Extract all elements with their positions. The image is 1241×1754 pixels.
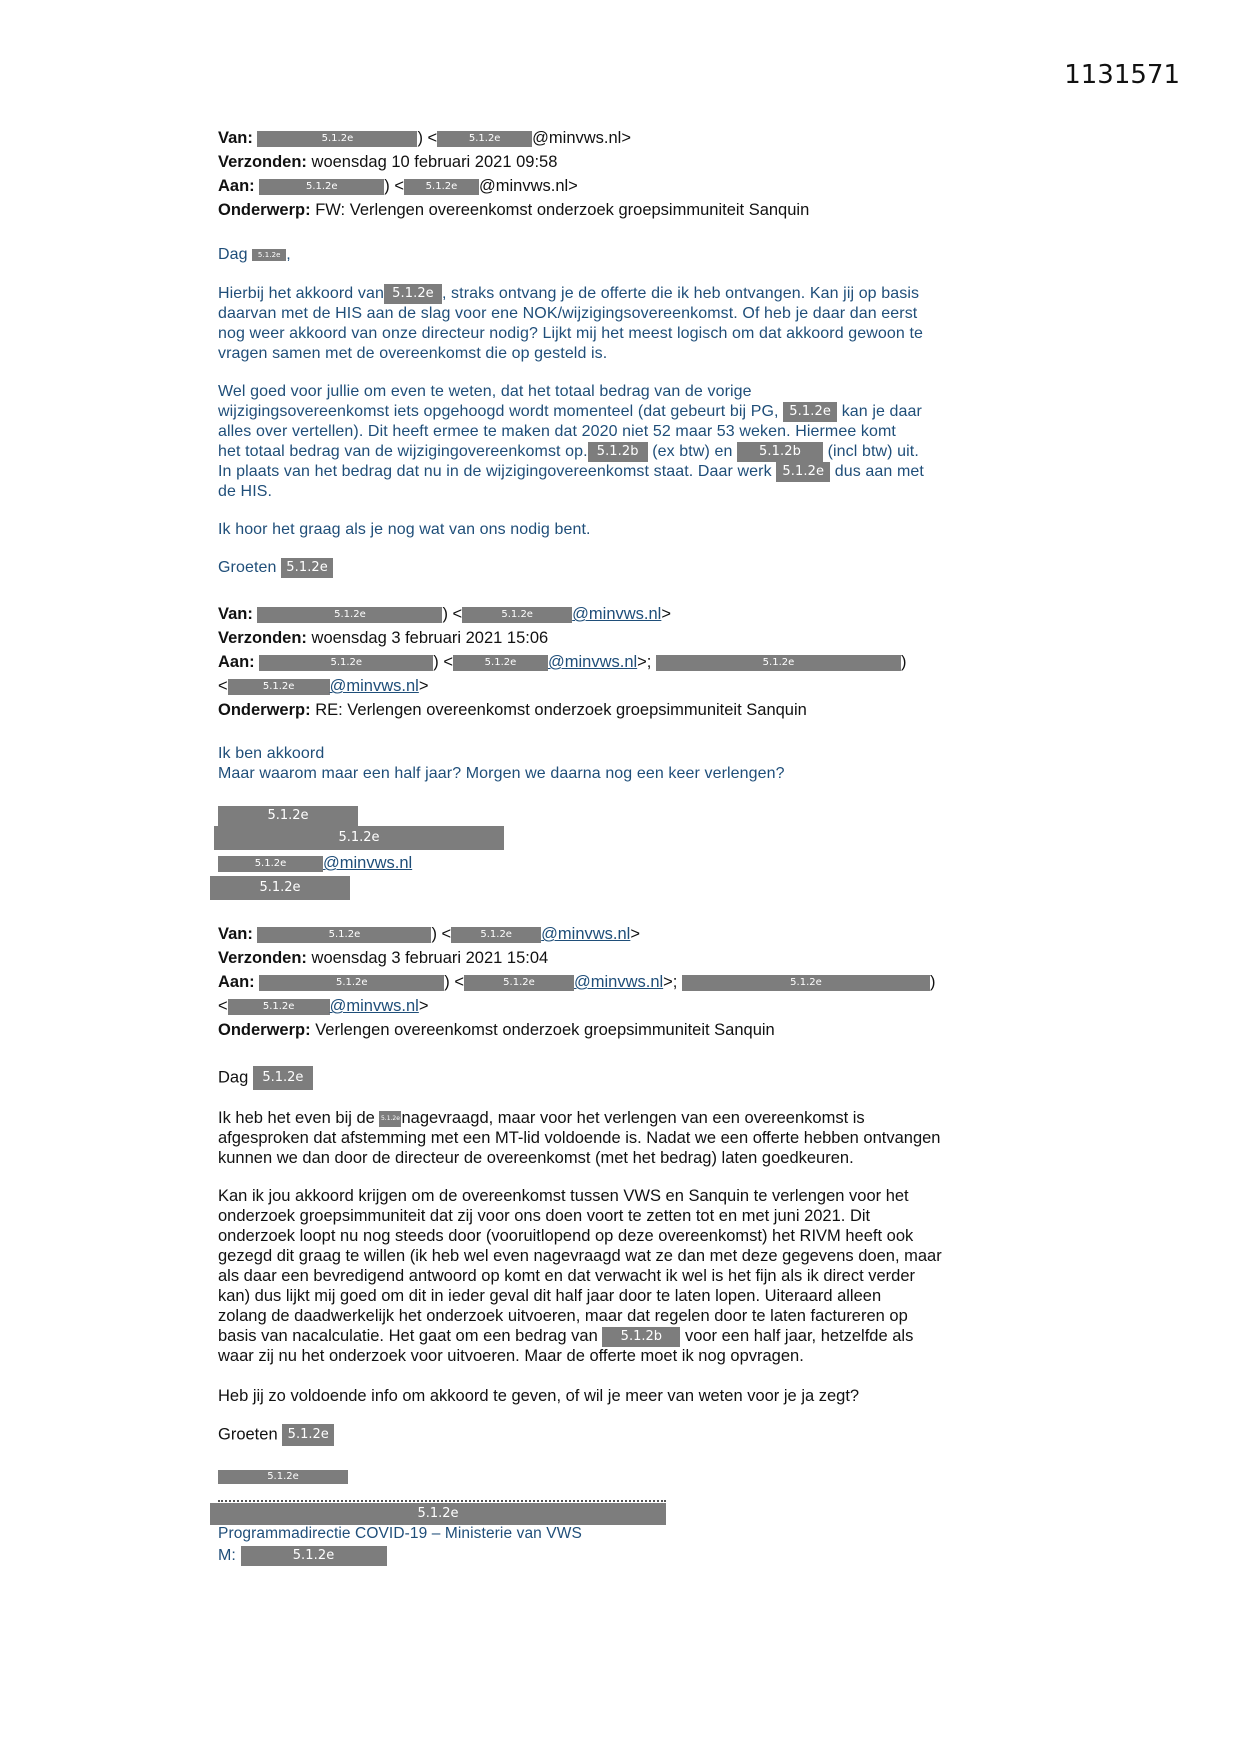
msg3-sent-line — [218, 948, 548, 968]
msg3-p1-line2: afgesproken dat afstemming met een MT-lid voldoende is. Nadat we een offerte hebben ontvangen — [218, 1129, 941, 1147]
to-label: Aan: — [218, 653, 255, 671]
email-domain: @minvws.nl> — [478, 177, 578, 195]
to-label: Aan: — [218, 973, 255, 991]
msg1-to-line: Aan: 5.1.2e ) < 5.1.2e @minvws.nl> — [218, 177, 578, 195]
msg1-p1-line1: Hierbij het akkoord van 5.1.2e , straks ontvang je de offerte die ik heb ontvangen. Kan jij op basis — [218, 285, 920, 303]
signature-org: Programmadirectie COVID-19 – Ministerie van VWS — [218, 1525, 582, 1542]
subject-text: Verlengen overeenkomst onderzoek groepsimmuniteit Sanquin — [315, 1021, 775, 1039]
redaction: 5.1.2e — [282, 1424, 334, 1446]
to-label: Aan: — [218, 177, 255, 195]
msg1-p2-line1: Wel goed voor jullie om even te weten, dat het totaal bedrag van de vorige — [218, 383, 752, 400]
msg3-p1-line1 — [218, 1108, 865, 1128]
msg1-p1-line2: daarvan met de HIS aan de slag voor ene NOK/wijzigingsovereenkomst. Of heb je daar dan eerst — [218, 305, 918, 322]
email-link[interactable]: @minvws.nl — [572, 605, 662, 623]
redaction: 5.1.2e — [241, 1546, 387, 1566]
msg3-p2-line9: waar zij nu het onderzoek voor uitvoeren. Maar de offerte moet ik nog opvragen. — [218, 1347, 804, 1365]
msg1-greeting: Dag 5.1.2e , — [218, 246, 291, 263]
msg2-to-line2: < 5.1.2e @minvws.nl> — [218, 677, 429, 695]
redaction: 5.1.2e — [281, 558, 333, 578]
subject-text: RE: Verlengen overeenkomst onderzoek groepsimmuniteit Sanquin — [315, 701, 807, 719]
redaction: 5.1.2e — [218, 806, 358, 826]
email-link[interactable]: @minvws.nl — [547, 653, 638, 671]
text: wijzigingsovereenkomst iets opgehoogd wordt momenteel (dat gebeurt bij PG, — [218, 403, 779, 421]
msg2-line1: Ik ben akkoord — [218, 745, 325, 762]
msg3-to-line: Aan: 5.1.2e ) < 5.1.2e @minvws.nl>; 5.1.2e ) — [218, 973, 936, 991]
text: straks ontvang je de offerte die ik heb ontvangen. Kan jij op basis — [451, 285, 920, 303]
redaction: 5.1.2e — [257, 131, 417, 147]
sent-label: Verzonden: — [218, 629, 307, 647]
msg1-from-line: Van: 5.1.2e ) < 5.1.2e @minvws.nl> — [218, 129, 631, 147]
redaction: 5.1.2e — [259, 179, 384, 195]
msg3-p2-line4: gezegd dit graag te willen (ik heb wel even nagevraagd wat ze dan met deze gegevens doen, maar — [218, 1247, 942, 1265]
redaction: 5.1.2e — [210, 1503, 666, 1525]
redaction: 5.1.2e — [252, 249, 286, 261]
msg2-line2: Maar waarom maar een half jaar? Morgen we daarna nog een keer verlengen? — [218, 765, 785, 782]
redaction: 5.1.2e — [379, 1111, 401, 1127]
subject-label: Onderwerp: — [218, 1021, 311, 1039]
msg1-p1-line3: nog weer akkoord van onze directeur nodig? Lijkt mij het meest logisch om dat akkoord gewoon te — [218, 325, 923, 342]
redaction: 5.1.2e — [257, 607, 442, 623]
redaction: 5.1.2e — [384, 284, 442, 304]
document-id: 1131571 — [1064, 60, 1180, 90]
email-domain: @minvws.nl> — [532, 129, 631, 147]
msg1-p2-line5 — [218, 462, 924, 482]
redaction: 5.1.2e — [259, 655, 433, 671]
sent-date: woensdag 10 februari 2021 09:58 — [311, 153, 558, 171]
msg3-to-line2: < 5.1.2e @minvws.nl> — [218, 997, 429, 1015]
from-label: Van: — [218, 925, 253, 943]
msg3-greeting — [218, 1066, 313, 1090]
email-link[interactable]: @minvws.nl — [329, 677, 419, 695]
msg3-p2-line8 — [218, 1326, 913, 1347]
redaction: 5.1.2e — [257, 927, 431, 943]
redaction: 5.1.2e — [453, 655, 548, 671]
msg2-to-line: Aan: 5.1.2e ) < 5.1.2e @minvws.nl>; 5.1.2e ) — [218, 653, 907, 671]
subject-label: Onderwerp: — [218, 701, 311, 719]
msg3-closing — [218, 1424, 334, 1446]
msg1-sent-line — [218, 152, 557, 172]
msg1-p3: Ik hoor het graag als je nog wat van ons nodig bent. — [218, 521, 591, 538]
msg1-subject-line — [218, 200, 809, 220]
msg3-p2-line5: als daar een bevredigend antwoord op komt en dat verwacht ik wel is het fijn als ik direct verder — [218, 1267, 916, 1285]
from-label: Van: — [218, 605, 253, 623]
redaction: 5.1.2b — [588, 442, 648, 462]
text: het totaal bedrag van de wijzigingovereenkomst op. — [218, 443, 588, 461]
closing-text: Groeten — [218, 1425, 278, 1444]
text: Hierbij het akkoord van — [218, 285, 384, 303]
text: nagevraagd, maar voor het verlengen van een overeenkomst is — [401, 1109, 865, 1127]
redaction: 5.1.2e — [783, 402, 837, 422]
text: basis van nacalculatie. Het gaat om een bedrag van — [218, 1327, 598, 1345]
subject-label: Onderwerp: — [218, 201, 311, 219]
text: (ex btw) en — [652, 443, 733, 461]
msg1-p1-line4: vragen samen met de overeenkomst die op gesteld is. — [218, 345, 608, 362]
email-link[interactable]: @minvws.nl — [573, 973, 664, 991]
redaction: 5.1.2e — [228, 679, 330, 695]
msg3-p2-line3: onderzoek loopt nu nog steeds door (vooruitlopend op deze overeenkomst) het RIVM heeft ook — [218, 1227, 914, 1245]
text: dus aan met — [834, 463, 924, 481]
redaction: 5.1.2e — [210, 876, 350, 900]
redaction: 5.1.2e — [404, 179, 479, 195]
redaction: 5.1.2e — [253, 1066, 313, 1090]
msg1-p2-line2 — [218, 402, 922, 422]
redaction: 5.1.2e — [437, 131, 532, 147]
msg1-closing — [218, 558, 333, 578]
redaction: 5.1.2e — [462, 607, 572, 623]
redaction: 5.1.2e — [218, 1470, 348, 1484]
redaction: 5.1.2e — [656, 655, 901, 671]
redaction: 5.1.2e — [259, 975, 444, 991]
redaction: 5.1.2e — [776, 462, 830, 482]
msg2-sig-email — [218, 853, 412, 873]
redaction: 5.1.2e — [464, 975, 574, 991]
redaction: 5.1.2b — [602, 1327, 680, 1347]
text: (incl btw) uit. — [827, 443, 919, 461]
sent-date: woensdag 3 februari 2021 15:06 — [311, 629, 549, 647]
msg3-from-line: Van: 5.1.2e ) < 5.1.2e @minvws.nl> — [218, 925, 640, 943]
email-link[interactable]: @minvws.nl — [541, 925, 631, 943]
signature-mobile — [218, 1546, 387, 1566]
redaction: 5.1.2e — [214, 826, 504, 850]
redaction: 5.1.2e — [451, 927, 541, 943]
signature-divider — [218, 1500, 666, 1502]
text: voor een half jaar, hetzelfde als — [684, 1327, 914, 1345]
msg2-sent-line — [218, 628, 548, 648]
msg1-p2-line6: de HIS. — [218, 483, 273, 500]
subject-text: FW: Verlengen overeenkomst onderzoek groepsimmuniteit Sanquin — [315, 201, 810, 219]
redaction: 5.1.2e — [218, 856, 323, 872]
sent-date: woensdag 3 februari 2021 15:04 — [311, 949, 549, 967]
msg1-p2-line3: alles over vertellen). Dit heeft ermee te maken dat 2020 niet 52 maar 53 weken. Hiermee komt — [218, 423, 896, 440]
text: Ik heb het even bij de — [218, 1109, 375, 1127]
email-link[interactable]: @minvws.nl — [323, 854, 413, 872]
msg2-from-line: Van: 5.1.2e ) < 5.1.2e @minvws.nl> — [218, 605, 671, 623]
msg2-subject-line — [218, 700, 807, 720]
text: kan je daar — [841, 403, 922, 421]
msg3-p1-line3: kunnen we dan door de directeur de overeenkomst (met het bedrag) laten goedkeuren. — [218, 1149, 854, 1167]
msg3-subject-line — [218, 1020, 775, 1040]
redaction: 5.1.2e — [228, 999, 330, 1015]
mobile-label: M: — [218, 1547, 236, 1565]
closing-text: Groeten — [218, 559, 277, 577]
sent-label: Verzonden: — [218, 153, 307, 171]
greeting-text: Dag — [218, 246, 248, 263]
msg3-p2-line2: onderzoek groepsimmuniteit dat zij voor ons doen voort te zetten tot en met juni 2021. Dit — [218, 1207, 871, 1225]
msg3-p2-line1: Kan ik jou akkoord krijgen om de overeenkomst tussen VWS en Sanquin te verlengen voor het — [218, 1187, 909, 1205]
msg3-p2-line7: zolang de daadwerkelijk het onderzoek uitvoeren, maar dat regelen door te laten factureren op — [218, 1307, 908, 1325]
redaction: 5.1.2b — [737, 442, 823, 462]
from-label: Van: — [218, 129, 253, 147]
msg3-p3: Heb jij zo voldoende info om akkoord te geven, of wil je meer van weten voor je ja zegt? — [218, 1387, 860, 1405]
redaction: 5.1.2e — [682, 975, 930, 991]
sent-label: Verzonden: — [218, 949, 307, 967]
text: In plaats van het bedrag dat nu in de wijzigingovereenkomst staat. Daar werk — [218, 463, 772, 481]
msg3-p2-line6: kan) dus lijkt mij goed om dit in ieder geval dit half jaar door te laten lopen. Uiteraard alleen — [218, 1287, 882, 1305]
msg1-p2-line4 — [218, 442, 919, 462]
greeting-text: Dag — [218, 1068, 249, 1087]
email-link[interactable]: @minvws.nl — [329, 997, 419, 1015]
